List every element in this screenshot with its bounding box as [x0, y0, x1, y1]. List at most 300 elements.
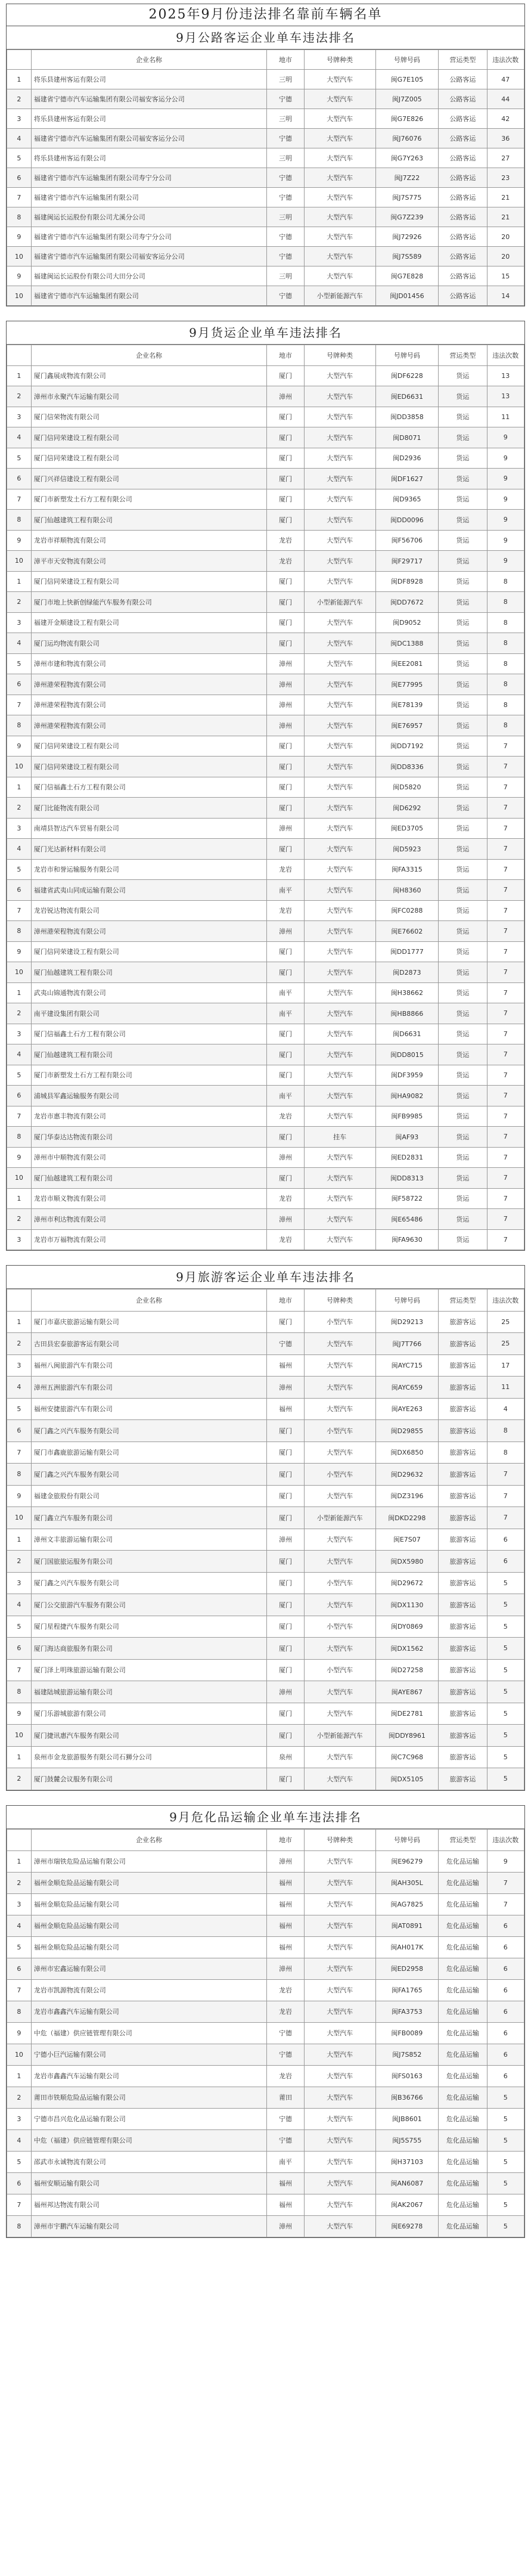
cell-operation-type: 旅游客运 [439, 1616, 487, 1638]
cell-plate-type: 大型汽车 [304, 2194, 375, 2215]
cell-city: 厦门 [267, 571, 304, 592]
table-row [7, 1229, 524, 1250]
cell-plate-number: 闽FS0163 [375, 2065, 439, 2087]
cell-violation-count: 9 [487, 551, 524, 572]
header-city: 地市 [267, 50, 304, 70]
cell-operation-type: 旅游客运 [439, 1377, 487, 1399]
header-rank [7, 50, 32, 70]
cell-company: 厦门海达商旅服务有限公司 [31, 1638, 267, 1660]
cell-company: 福建省宁德市汽车运输集团有限公司福安客运分公司 [31, 89, 267, 109]
cell-rank: 9 [7, 941, 32, 962]
cell-operation-type: 旅游客运 [439, 1703, 487, 1725]
cell-operation-type: 货运 [439, 982, 487, 1003]
cell-rank: 6 [7, 674, 32, 695]
cell-company: 厦门泽上明珠旅游运输有限公司 [31, 1659, 267, 1681]
cell-plate-number: 闽AN6087 [375, 2172, 439, 2194]
cell-rank: 5 [7, 1616, 32, 1638]
cell-city: 莆田 [267, 2087, 304, 2108]
cell-operation-type: 货运 [439, 1229, 487, 1250]
cell-city: 厦门 [267, 510, 304, 531]
table-row [7, 1420, 524, 1442]
cell-plate-number: 闽AF93 [375, 1127, 439, 1148]
cell-city: 三明 [267, 70, 304, 89]
cell-rank: 3 [7, 2108, 32, 2129]
cell-rank: 4 [7, 1594, 32, 1616]
cell-violation-count: 47 [487, 70, 524, 89]
cell-city: 龙岩 [267, 900, 304, 921]
cell-violation-count: 25 [487, 1311, 524, 1333]
cell-plate-number: 闽AYE263 [375, 1398, 439, 1420]
cell-city: 漳州 [267, 1209, 304, 1230]
cell-operation-type: 旅游客运 [439, 1442, 487, 1464]
cell-violation-count: 8 [487, 715, 524, 736]
cell-city: 厦门 [267, 633, 304, 654]
cell-plate-type: 大型汽车 [304, 247, 375, 266]
cell-plate-type: 大型汽车 [304, 1398, 375, 1420]
cell-company: 厦门市鑫鹿旅游运输有限公司 [31, 1442, 267, 1464]
cell-violation-count: 6 [487, 1936, 524, 1958]
table-row [7, 530, 524, 551]
cell-city: 漳州 [267, 1681, 304, 1703]
cell-rank: 7 [7, 1442, 32, 1464]
cell-plate-number: 闽AYE867 [375, 1681, 439, 1703]
cell-violation-count: 7 [487, 1147, 524, 1168]
cell-company: 漳州市宇鹏汽车运输有限公司 [31, 2215, 267, 2237]
cell-plate-number: 闽DY0869 [375, 1616, 439, 1638]
cell-plate-type: 大型汽车 [304, 757, 375, 777]
cell-plate-type: 大型汽车 [304, 188, 375, 207]
cell-plate-type: 大型汽车 [304, 448, 375, 469]
cell-company: 漳州港荣程物流有限公司 [31, 715, 267, 736]
cell-plate-type: 小型新能源汽车 [304, 592, 375, 613]
cell-city: 厦门 [267, 469, 304, 489]
table-row [7, 695, 524, 715]
table-row [7, 839, 524, 860]
cell-operation-type: 公路客运 [439, 148, 487, 168]
cell-rank: 9 [7, 1703, 32, 1725]
cell-rank: 10 [7, 286, 32, 306]
cell-violation-count: 8 [487, 1442, 524, 1464]
cell-city: 厦门 [267, 1065, 304, 1086]
cell-rank: 7 [7, 1106, 32, 1127]
cell-plate-type: 大型汽车 [304, 653, 375, 674]
table-row [7, 2194, 524, 2215]
cell-violation-count: 5 [487, 1616, 524, 1638]
cell-rank: 5 [7, 859, 32, 880]
cell-city: 厦门 [267, 1311, 304, 1333]
cell-violation-count: 15 [487, 266, 524, 286]
cell-operation-type: 货运 [439, 510, 487, 531]
cell-operation-type: 货运 [439, 1003, 487, 1024]
table-row [7, 1872, 524, 1893]
cell-plate-type: 大型汽车 [304, 1065, 375, 1086]
cell-rank: 8 [7, 1464, 32, 1486]
cell-operation-type: 危化品运输 [439, 1872, 487, 1893]
cell-operation-type: 货运 [439, 900, 487, 921]
section-title: 9月货运企业单车违法排名 [7, 321, 524, 345]
cell-company: 厦门鑫立汽车服务有限公司 [31, 1507, 267, 1529]
cell-operation-type: 货运 [439, 859, 487, 880]
ranking-table [7, 1289, 524, 1790]
cell-city: 漳州 [267, 1529, 304, 1551]
cell-rank: 2 [7, 1551, 32, 1573]
table-row [7, 227, 524, 247]
cell-rank: 3 [7, 1024, 32, 1044]
header-company: 企业名称 [31, 1289, 267, 1312]
cell-plate-number: 闽C7C968 [375, 1746, 439, 1768]
cell-violation-count: 27 [487, 148, 524, 168]
cell-company: 厦门信同荣建设工程有限公司 [31, 757, 267, 777]
cell-rank: 3 [7, 1572, 32, 1594]
header-plate-type: 号牌种类 [304, 1289, 375, 1312]
header-plate-number: 号牌号码 [375, 345, 439, 366]
cell-violation-count: 21 [487, 207, 524, 227]
cell-plate-number: 闽FC0288 [375, 900, 439, 921]
cell-plate-type: 大型汽车 [304, 489, 375, 510]
cell-violation-count: 8 [487, 592, 524, 613]
cell-plate-type: 大型汽车 [304, 1746, 375, 1768]
cell-operation-type: 公路客运 [439, 168, 487, 188]
cell-operation-type: 货运 [439, 715, 487, 736]
cell-plate-type: 大型汽车 [304, 469, 375, 489]
cell-plate-type: 大型汽车 [304, 2215, 375, 2237]
cell-city: 福州 [267, 1936, 304, 1958]
cell-company: 厦门鑫之兴汽车服务有限公司 [31, 1572, 267, 1594]
cell-operation-type: 货运 [439, 818, 487, 839]
cell-rank: 4 [7, 1044, 32, 1065]
table-header-row [7, 1829, 524, 1850]
cell-violation-count: 9 [487, 530, 524, 551]
cell-city: 宁德 [267, 129, 304, 148]
table-row [7, 633, 524, 654]
cell-operation-type: 旅游客运 [439, 1572, 487, 1594]
cell-city: 南平 [267, 1086, 304, 1106]
cell-plate-number: 闽AH017K [375, 1936, 439, 1958]
table-row [7, 1311, 524, 1333]
cell-rank: 6 [7, 2172, 32, 2194]
table-row [7, 1529, 524, 1551]
header-rank [7, 345, 32, 366]
cell-operation-type: 货运 [439, 1127, 487, 1148]
cell-city: 厦门 [267, 1507, 304, 1529]
cell-city: 南平 [267, 982, 304, 1003]
cell-company: 厦门比能物流有限公司 [31, 798, 267, 819]
cell-operation-type: 货运 [439, 1188, 487, 1209]
cell-company: 厦门信同荣建设工程有限公司 [31, 571, 267, 592]
table-row [7, 129, 524, 148]
header-plate-number: 号牌号码 [375, 1829, 439, 1850]
cell-violation-count: 5 [487, 1725, 524, 1747]
cell-company: 将乐县建州客运有限公司 [31, 70, 267, 89]
cell-rank: 1 [7, 2065, 32, 2087]
cell-rank: 8 [7, 1681, 32, 1703]
cell-city: 厦门 [267, 592, 304, 613]
cell-plate-number: 闽DD1777 [375, 941, 439, 962]
table-row [7, 266, 524, 286]
table-row [7, 2215, 524, 2237]
cell-plate-type: 大型汽车 [304, 1529, 375, 1551]
cell-violation-count: 7 [487, 1229, 524, 1250]
table-row [7, 1398, 524, 1420]
cell-city: 福州 [267, 1893, 304, 1915]
cell-violation-count: 6 [487, 1915, 524, 1936]
cell-violation-count: 7 [487, 818, 524, 839]
cell-plate-type: 大型汽车 [304, 1147, 375, 1168]
cell-plate-number: 闽DE2781 [375, 1703, 439, 1725]
table-row [7, 1003, 524, 1024]
cell-violation-count: 6 [487, 2022, 524, 2044]
cell-operation-type: 旅游客运 [439, 1768, 487, 1790]
cell-operation-type: 危化品运输 [439, 1893, 487, 1915]
cell-operation-type: 公路客运 [439, 266, 487, 286]
cell-company: 漳州市利达物流有限公司 [31, 1209, 267, 1230]
cell-company: 厦门信同荣建设工程有限公司 [31, 448, 267, 469]
cell-city: 厦门 [267, 1594, 304, 1616]
section-highway-passenger [6, 26, 525, 306]
table-row [7, 489, 524, 510]
cell-plate-number: 闽D6631 [375, 1024, 439, 1044]
cell-company: 南平建设集团有限公司 [31, 1003, 267, 1024]
cell-violation-count: 5 [487, 2108, 524, 2129]
cell-company: 漳州港荣程物流有限公司 [31, 921, 267, 942]
cell-company: 莆田市铁顺危险品运输有限公司 [31, 2087, 267, 2108]
cell-operation-type: 危化品运输 [439, 2065, 487, 2087]
cell-rank: 1 [7, 1746, 32, 1768]
cell-company: 漳州港荣程物流有限公司 [31, 674, 267, 695]
cell-company: 福建省宁德市汽车运输集团有限公司寿宁分公司 [31, 168, 267, 188]
cell-company: 厦门鑫展成物流有限公司 [31, 365, 267, 386]
cell-rank: 9 [7, 227, 32, 247]
cell-rank: 7 [7, 188, 32, 207]
cell-operation-type: 公路客运 [439, 89, 487, 109]
cell-plate-type: 大型汽车 [304, 2129, 375, 2151]
cell-rank: 10 [7, 551, 32, 572]
cell-company: 厦门信同荣建设工程有限公司 [31, 736, 267, 757]
cell-city: 漳州 [267, 2215, 304, 2237]
cell-city: 厦门 [267, 1464, 304, 1486]
cell-operation-type: 旅游客运 [439, 1638, 487, 1660]
cell-company: 漳州文丰旅游运输有限公司 [31, 1529, 267, 1551]
cell-plate-type: 小型汽车 [304, 1464, 375, 1486]
cell-violation-count: 8 [487, 571, 524, 592]
cell-rank: 9 [7, 530, 32, 551]
cell-city: 厦门 [267, 1572, 304, 1594]
ranking-table [7, 49, 524, 306]
cell-plate-number: 闽AH305L [375, 1872, 439, 1893]
cell-company: 福建陆城旅游运输有限公司 [31, 1681, 267, 1703]
cell-company: 漳州市建和物流有限公司 [31, 653, 267, 674]
cell-city: 漳州 [267, 818, 304, 839]
cell-city: 宁德 [267, 168, 304, 188]
section-hazardous [6, 1805, 525, 2238]
cell-operation-type: 货运 [439, 921, 487, 942]
cell-rank: 1 [7, 777, 32, 798]
cell-violation-count: 5 [487, 2087, 524, 2108]
cell-plate-number: 闽E76957 [375, 715, 439, 736]
cell-violation-count: 4 [487, 1398, 524, 1420]
section-tourism-passenger [6, 1265, 525, 1791]
cell-company: 福建省宁德市汽车运输集团有限公司福安客运分公司 [31, 129, 267, 148]
cell-plate-number: 闽AG7825 [375, 1893, 439, 1915]
cell-city: 漳州 [267, 1147, 304, 1168]
cell-plate-number: 闽DF1627 [375, 469, 439, 489]
cell-operation-type: 旅游客运 [439, 1594, 487, 1616]
cell-plate-type: 大型汽车 [304, 1958, 375, 1979]
cell-plate-type: 小型汽车 [304, 1616, 375, 1638]
cell-city: 龙岩 [267, 1229, 304, 1250]
cell-plate-type: 小型汽车 [304, 1311, 375, 1333]
cell-city: 厦门 [267, 839, 304, 860]
cell-rank: 1 [7, 1850, 32, 1872]
cell-violation-count: 25 [487, 1333, 524, 1355]
cell-operation-type: 公路客运 [439, 109, 487, 129]
cell-city: 厦门 [267, 407, 304, 427]
cell-city: 三明 [267, 109, 304, 129]
table-row [7, 89, 524, 109]
cell-plate-type: 大型汽车 [304, 633, 375, 654]
cell-violation-count: 5 [487, 2194, 524, 2215]
cell-city: 厦门 [267, 1442, 304, 1464]
cell-plate-type: 大型汽车 [304, 839, 375, 860]
cell-violation-count: 5 [487, 2151, 524, 2172]
cell-plate-type: 大型汽车 [304, 386, 375, 407]
cell-company: 厦门仙越建筑工程有限公司 [31, 962, 267, 983]
cell-operation-type: 公路客运 [439, 70, 487, 89]
cell-plate-type: 大型汽车 [304, 1003, 375, 1024]
cell-rank: 10 [7, 1168, 32, 1189]
cell-plate-number: 闽DX6850 [375, 1442, 439, 1464]
table-row [7, 1127, 524, 1148]
cell-plate-number: 闽G7Z239 [375, 207, 439, 227]
cell-company: 将乐县建州客运有限公司 [31, 109, 267, 129]
cell-plate-type: 小型新能源汽车 [304, 286, 375, 306]
cell-operation-type: 危化品运输 [439, 2087, 487, 2108]
cell-rank: 1 [7, 571, 32, 592]
cell-company: 漳州市瑞铁危险品运输有限公司 [31, 1850, 267, 1872]
cell-plate-type: 大型汽车 [304, 2065, 375, 2087]
cell-company: 福州安捷旅游汽车有限公司 [31, 1398, 267, 1420]
cell-operation-type: 货运 [439, 777, 487, 798]
table-row [7, 1188, 524, 1209]
cell-plate-number: 闽DD8015 [375, 1044, 439, 1065]
table-row [7, 962, 524, 983]
header-plate-type: 号牌种类 [304, 50, 375, 70]
cell-city: 龙岩 [267, 859, 304, 880]
cell-violation-count: 7 [487, 1485, 524, 1507]
cell-company: 厦门市新塑发土石方工程有限公司 [31, 489, 267, 510]
cell-plate-number: 闽ED3705 [375, 818, 439, 839]
cell-violation-count: 7 [487, 1893, 524, 1915]
cell-operation-type: 货运 [439, 530, 487, 551]
cell-rank: 9 [7, 1147, 32, 1168]
table-row [7, 1746, 524, 1768]
cell-plate-number: 闽JD01456 [375, 286, 439, 306]
cell-plate-type: 大型汽车 [304, 2022, 375, 2044]
cell-violation-count: 20 [487, 247, 524, 266]
cell-operation-type: 货运 [439, 551, 487, 572]
cell-company: 漳州市永聚汽车运输有限公司 [31, 386, 267, 407]
cell-violation-count: 9 [487, 489, 524, 510]
cell-violation-count: 7 [487, 859, 524, 880]
cell-rank: 3 [7, 109, 32, 129]
table-row [7, 1768, 524, 1790]
cell-violation-count: 7 [487, 839, 524, 860]
cell-company: 厦门捷讯惠汽车服务有限公司 [31, 1725, 267, 1747]
cell-plate-number: 闽DDY8961 [375, 1725, 439, 1747]
table-row [7, 1616, 524, 1638]
cell-plate-number: 闽D27258 [375, 1659, 439, 1681]
cell-plate-type: 大型汽车 [304, 266, 375, 286]
cell-plate-type: 大型汽车 [304, 2172, 375, 2194]
section-title: 9月公路客运企业单车违法排名 [7, 26, 524, 49]
cell-city: 漳州 [267, 386, 304, 407]
cell-operation-type: 旅游客运 [439, 1725, 487, 1747]
cell-violation-count: 7 [487, 1127, 524, 1148]
cell-city: 漳州 [267, 715, 304, 736]
cell-plate-type: 大型汽车 [304, 2087, 375, 2108]
cell-operation-type: 货运 [439, 592, 487, 613]
header-violation-count: 违法次数 [487, 50, 524, 70]
cell-company: 漳州市宏鑫运输有限公司 [31, 1958, 267, 1979]
table-row [7, 1893, 524, 1915]
cell-city: 三明 [267, 207, 304, 227]
cell-rank: 4 [7, 633, 32, 654]
cell-company: 福州金顺危险品运输有限公司 [31, 1893, 267, 1915]
table-row [7, 592, 524, 613]
cell-rank: 5 [7, 1398, 32, 1420]
table-row [7, 2151, 524, 2172]
cell-plate-number: 闽DD7192 [375, 736, 439, 757]
cell-violation-count: 7 [487, 900, 524, 921]
cell-rank: 2 [7, 1003, 32, 1024]
cell-violation-count: 8 [487, 633, 524, 654]
cell-plate-type: 小型新能源汽车 [304, 1725, 375, 1747]
cell-plate-type: 大型汽车 [304, 1485, 375, 1507]
cell-city: 宁德 [267, 2044, 304, 2065]
cell-plate-number: 闽H38662 [375, 982, 439, 1003]
cell-city: 三明 [267, 148, 304, 168]
cell-operation-type: 公路客运 [439, 227, 487, 247]
cell-city: 福州 [267, 1872, 304, 1893]
cell-violation-count: 7 [487, 1065, 524, 1086]
table-row [7, 469, 524, 489]
table-row [7, 2044, 524, 2065]
cell-company: 宁德小巨汽运输有限公司 [31, 2044, 267, 2065]
cell-plate-type: 大型汽车 [304, 1551, 375, 1573]
cell-plate-number: 闽JB8601 [375, 2108, 439, 2129]
cell-rank: 2 [7, 386, 32, 407]
table-row [7, 1464, 524, 1486]
cell-violation-count: 7 [487, 777, 524, 798]
cell-plate-number: 闽D2936 [375, 448, 439, 469]
cell-operation-type: 货运 [439, 1024, 487, 1044]
cell-rank: 4 [7, 1377, 32, 1399]
cell-operation-type: 危化品运输 [439, 2172, 487, 2194]
cell-plate-number: 闽AYC659 [375, 1377, 439, 1399]
cell-plate-type: 大型汽车 [304, 1872, 375, 1893]
cell-plate-number: 闽J7S775 [375, 188, 439, 207]
cell-rank: 6 [7, 469, 32, 489]
cell-rank: 2 [7, 2087, 32, 2108]
cell-company: 厦门市地上快新创绿能汽车服务有限公司 [31, 592, 267, 613]
cell-company: 厦门信福鑫土石方工程有限公司 [31, 777, 267, 798]
cell-operation-type: 货运 [439, 941, 487, 962]
cell-city: 厦门 [267, 1420, 304, 1442]
cell-operation-type: 货运 [439, 962, 487, 983]
cell-company: 福建金旅股份有限公司 [31, 1485, 267, 1507]
section-title: 9月危化品运输企业单车违法排名 [7, 1806, 524, 1829]
cell-operation-type: 货运 [439, 736, 487, 757]
